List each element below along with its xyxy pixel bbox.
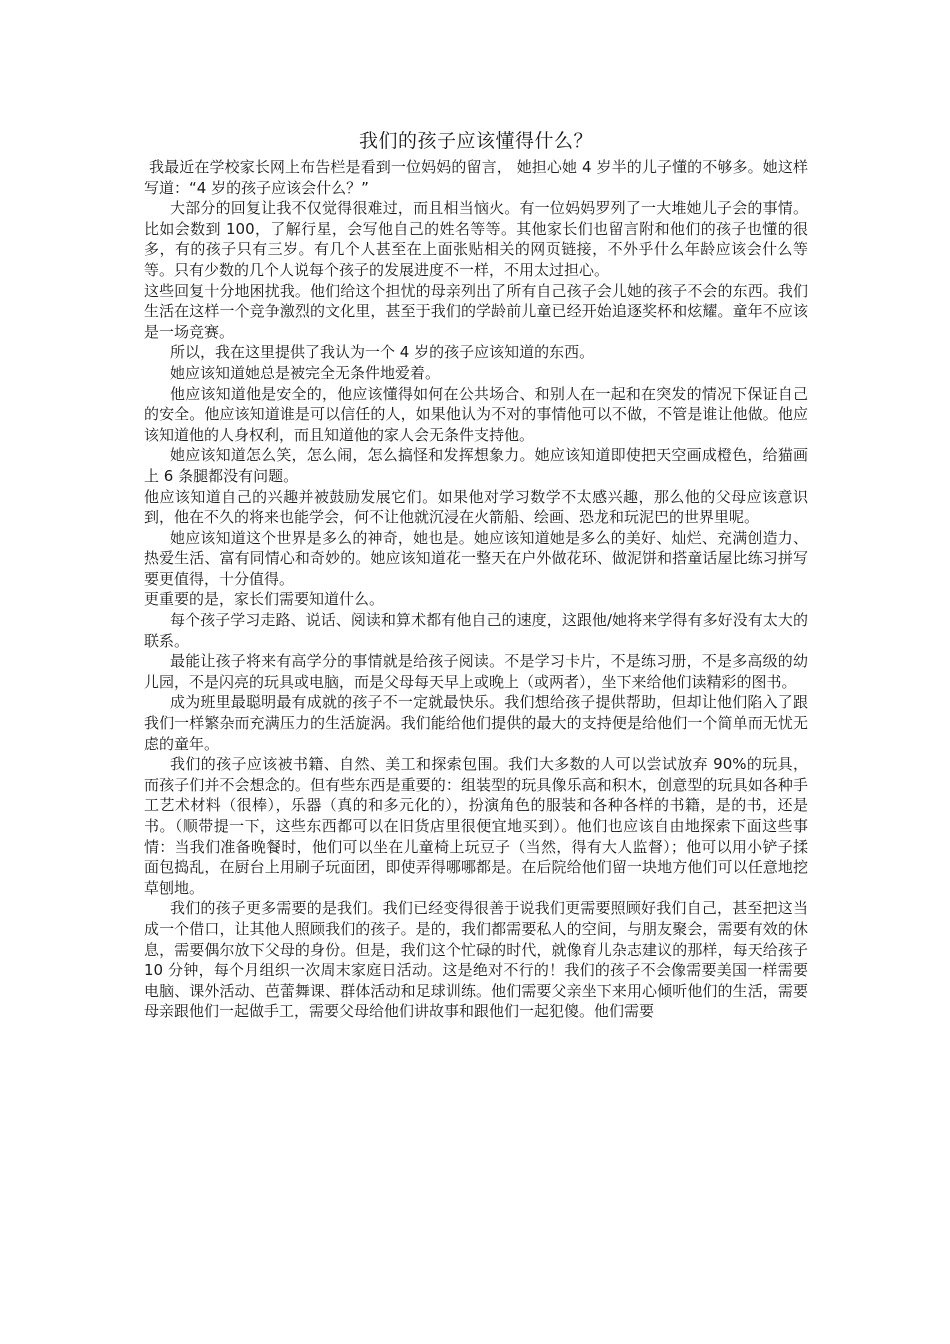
paragraph-12: 最能让孩子将来有高学分的事情就是给孩子阅读。不是学习卡片，不是练习册，不是多高级的幼儿园，不是闪亮的玩具或电脑，而是父母每天早上或晚上（或两者），坐下来给他们读精彩的图书。	[144, 652, 808, 691]
document-body	[144, 157, 808, 1022]
document-title: 我们的孩子应该懂得什么？	[358, 130, 593, 152]
paragraph-4: 所以，我在这里提供了我认为一个 4 岁的孩子应该知道的东西。	[170, 343, 595, 362]
paragraph-15: 我们的孩子更多需要的是我们。我们已经变得很善于说我们更需要照顾好我们自己，甚至把这当成一个借口，让其他人照顾我们的孩子。是的，我们都需要私人的空间，与朋友聚会，需要有效的休息，需要偶尔放下父母的身份。但是，我们这个忙碌的时代，就像育儿杂志建议的那样，每天给孩子 10 分钟，每个月组织一次周末家庭日活动。这是绝对不行的！我们的孩子不会像需要美国一样需要电脑、课外活动、芭蕾舞课、群体活动和足球训练。他们需要父亲坐下来用心倾听他们的生活，需要母亲跟他们一起做手工，需要父母给他们讲故事和跟他们一起犯傻。他们需要	[144, 899, 808, 1021]
paragraph-7: 她应该知道怎么笑，怎么闹，怎么搞怪和发挥想象力。她应该知道即使把天空画成橙色，给猫画上 6 条腿都没有问题。	[144, 446, 808, 485]
paragraph-8: 他应该知道自己的兴趣并被鼓励发展它们。如果他对学习数学不太感兴趣，那么他的父母应该意识到，他在不久的将来也能学会，何不让他就沉浸在火箭船、绘画、恐龙和玩泥巴的世界里呢。	[144, 487, 808, 527]
paragraph-13: 成为班里最聪明最有成就的孩子不一定就最快乐。我们想给孩子提供帮助，但却让他们陷入了跟我们一样繁杂而充满压力的生活旋涡。我们能给他们提供的最大的支持便是给他们一个简单而无忧无虑的童年。	[144, 693, 808, 753]
paragraph-6: 他应该知道他是安全的，他应该懂得如何在公共场合、和别人在一起和在突发的情况下保证自己的安全。他应该知道谁是可以信任的人，如果他认为不对的事情他可以不做，不管是谁让他做。他应该知道他的人身权利，而且知道他的家人会无条件支持他。	[144, 384, 808, 444]
paragraph-14: 我们的孩子应该被书籍、自然、美工和探索包围。我们大多数的人可以尝试放弃 90%的玩具，而孩子们并不会想念的。但有些东西是重要的：组装型的玩具像乐高和积木，创意型的玩具如各种手工艺术材料（很棒），乐器（真的和多元化的），扮演角色的服装和各种各样的书籍，是的书，还是书。（顺带提一下，这些东西都可以在旧货店里很便宜地买到）。他们也应该自由地探索下面这些事情：当我们准备晚餐时，他们可以坐在儿童椅上玩豆子（当然，得有大人监督）；他可以用小铲子揉面包捣乱，在厨台上用刷子玩面团，即使弄得哪哪都是。在后院给他们留一块地方他们可以任意地挖草刨地。	[144, 755, 808, 897]
paragraph-5: 她应该知道她总是被完全无条件地爱着。	[170, 363, 441, 382]
paragraph-10: 更重要的是，家长们需要知道什么。	[144, 590, 385, 609]
paragraph-2: 大部分的回复让我不仅觉得很难过，而且相当恼火。有一位妈妈罗列了一大堆她儿子会的事情。比如会数到 100，了解行星，会写他自己的姓名等等。其他家长们也留言附和他们的孩子也懂的很多，有的孩子只有三岁。有几个人甚至在上面张贴相关的网页链接，不外乎什么年龄应该会什么等等。只有少数的几个人说每个孩子的发展进度不一样，不用太过担心。	[144, 199, 808, 279]
paragraph-9: 她应该知道这个世界是多么的神奇，她也是。她应该知道她是多么的美好、灿烂、充满创造力、热爱生活、富有同情心和奇妙的。她应该知道花一整天在户外做花环、做泥饼和搭童话屋比练习拼写要更值得，十分值得。	[144, 528, 808, 588]
paragraph-11: 每个孩子学习走路、说话、阅读和算术都有他自己的速度，这跟他/她将来学得有多好没有太大的联系。	[144, 611, 808, 650]
paragraph-1: 我最近在学校家长网上布告栏是看到一位妈妈的留言， 她担心她 4 岁半的儿子懂的不够多。她这样写道：“4 岁的孩子应该会什么？”	[144, 158, 808, 197]
paragraph-3: 这些回复十分地困扰我。他们给这个担忧的母亲列出了所有自己孩子会儿她的孩子不会的东西。我们生活在这样一个竞争激烈的文化里，甚至于我们的学龄前儿童已经开始追逐奖杯和炫耀。童年不应该是一场竞赛。	[144, 281, 808, 341]
document-page	[144, 129, 808, 1022]
